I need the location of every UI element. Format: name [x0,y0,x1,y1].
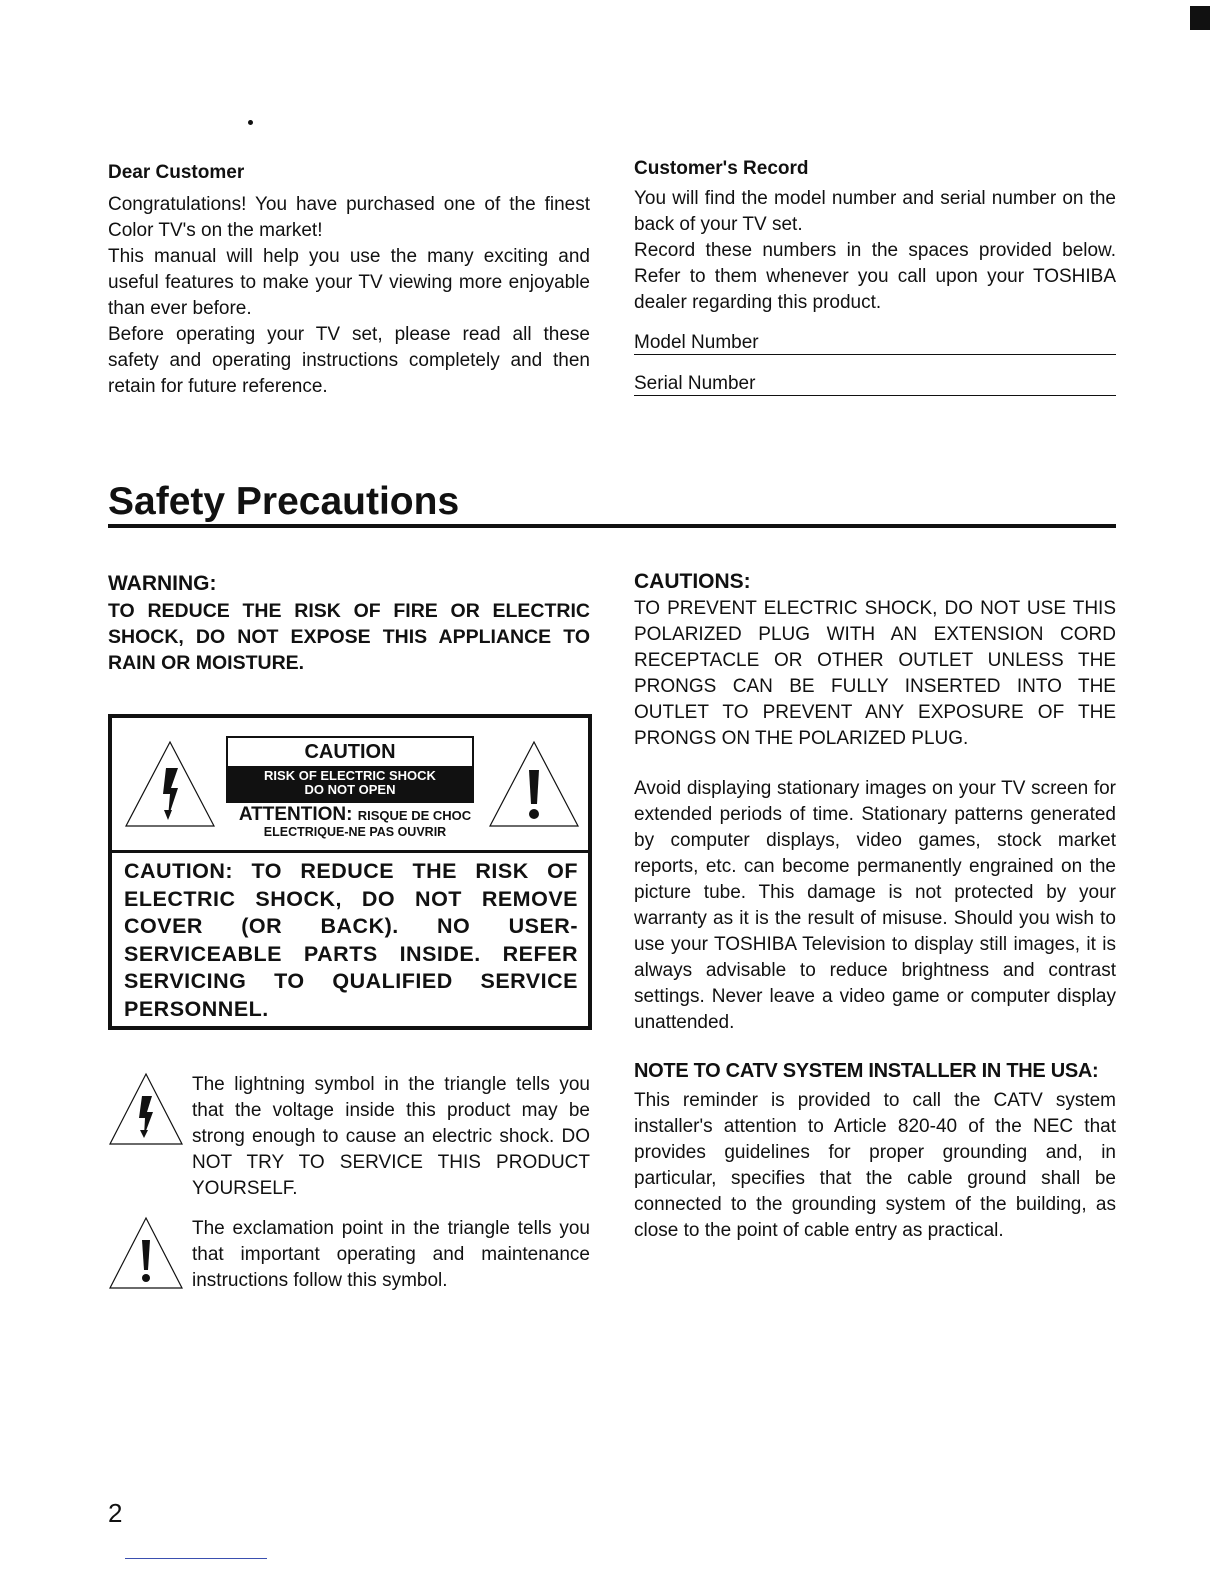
lightning-triangle-icon [122,738,218,830]
warning-heading: WARNING: [108,572,217,595]
caution-bar-line: DO NOT OPEN [304,782,396,797]
serial-number-field[interactable] [634,367,1116,396]
stray-dot [248,120,253,125]
exclamation-triangle-icon [486,738,582,830]
exclamation-text: The exclamation point in the triangle tells you that important operating and maintenance instructions follow this symbol. [192,1218,590,1291]
caution-label-box [108,714,592,1030]
caution-label-plate [226,736,474,803]
caution-box-text: CAUTION: TO REDUCE THE RISK OF ELECTRIC SHOCK, DO NOT REMOVE COVER (OR BACK). NO USER-SERVICEABLE PARTS INSIDE. REFER SERVICING TO QUALIFIED SERVICE PERSONNEL. [124,859,578,1021]
caution-label-bar [228,766,472,801]
caution-label-title: CAUTION [304,741,396,763]
dear-customer-heading: Dear Customer [108,162,245,183]
lightning-text: The lightning symbol in the triangle tells you that the voltage inside this product may be strong enough to cause an electric shock. DO NOT TRY TO SERVICE THIS PRODUCT YOURSELF. [192,1074,590,1199]
catv-heading: NOTE TO CATV SYSTEM INSTALLER IN THE USA: [634,1060,1099,1082]
dear-customer-paragraph: Before operating your TV set, please read all these safety and operating instructions completely and then retain for future reference. [108,324,590,397]
customer-record-paragraph: You will find the model number and serial number on the back of your TV set. [634,188,1116,235]
dear-customer-paragraph: Congratulations! You have purchased one of the finest Color TV's on the market! [108,194,590,241]
customer-record-section [634,158,1116,396]
cautions-text: TO PREVENT ELECTRIC SHOCK, DO NOT USE THIS POLARIZED PLUG WITH AN EXTENSION CORD RECEPTACLE OR OTHER OUTLET UNLESS THE PRONGS CAN BE FULLY INSERTED INTO THE OUTLET TO PREVENT ANY EXPOSURE OF THE PRONGS ON THE POLARIZED PLUG. [634,598,1116,749]
page-title: Safety Precautions [108,480,460,523]
attention-rest: RISQUE DE CHOC [357,808,472,823]
attention-notice [230,804,480,839]
exclamation-explanation [108,1216,590,1295]
customer-record-paragraph: Record these numbers in the spaces provided below. Refer to them whenever you call upon your TOSHIBA dealer regarding this product. [634,240,1116,313]
warning-text: TO REDUCE THE RISK OF FIRE OR ELECTRIC SHOCK, DO NOT EXPOSE THIS APPLIANCE TO RAIN OR MOISTURE. [108,600,590,674]
page-number: 2 [108,1498,123,1528]
caution-box-divider [112,850,588,853]
lightning-explanation [108,1072,590,1202]
title-divider [108,524,1116,528]
dear-customer-section [108,162,590,400]
serial-number-label: Serial Number [634,373,756,394]
catv-text: This reminder is provided to call the CATV system installer's attention to Article 820-40 of the NEC that provides guidelines for proper grounding and, in particular, specifies that the cable ground shall be connected to the grounding system of the building, as close to the point of cable entry as practical. [634,1090,1116,1241]
lightning-triangle-icon [108,1072,184,1146]
cautions-heading: CAUTIONS: [634,570,751,593]
attention-word: ATTENTION: [238,804,353,825]
dear-customer-paragraph: This manual will help you use the many exciting and useful features to make your TV viewing more enjoyable than ever before. [108,246,590,319]
model-number-label: Model Number [634,332,759,353]
exclamation-triangle-icon [108,1216,184,1290]
caution-bar-line: RISK OF ELECTRIC SHOCK [264,768,436,783]
bottom-rule [125,1558,267,1559]
model-number-field[interactable] [634,326,1116,355]
corner-registration-mark [1190,6,1210,30]
attention-line2: ELECTRIQUE-NE PAS OUVRIR [263,825,447,839]
customer-record-heading: Customer's Record [634,158,809,179]
stationary-images-text: Avoid displaying stationary images on your TV screen for extended periods of time. Stationary patterns generated by computer displays, video games, stock market reports, etc. can become permanently engrained on the picture tube. This damage is not protected by your warranty as it is the result of misuse. Should you wish to use your TOSHIBA Television to display still images, it is always advisable to reduce brightness and contrast settings. Never leave a video game or computer display unattended. [634,778,1116,1033]
